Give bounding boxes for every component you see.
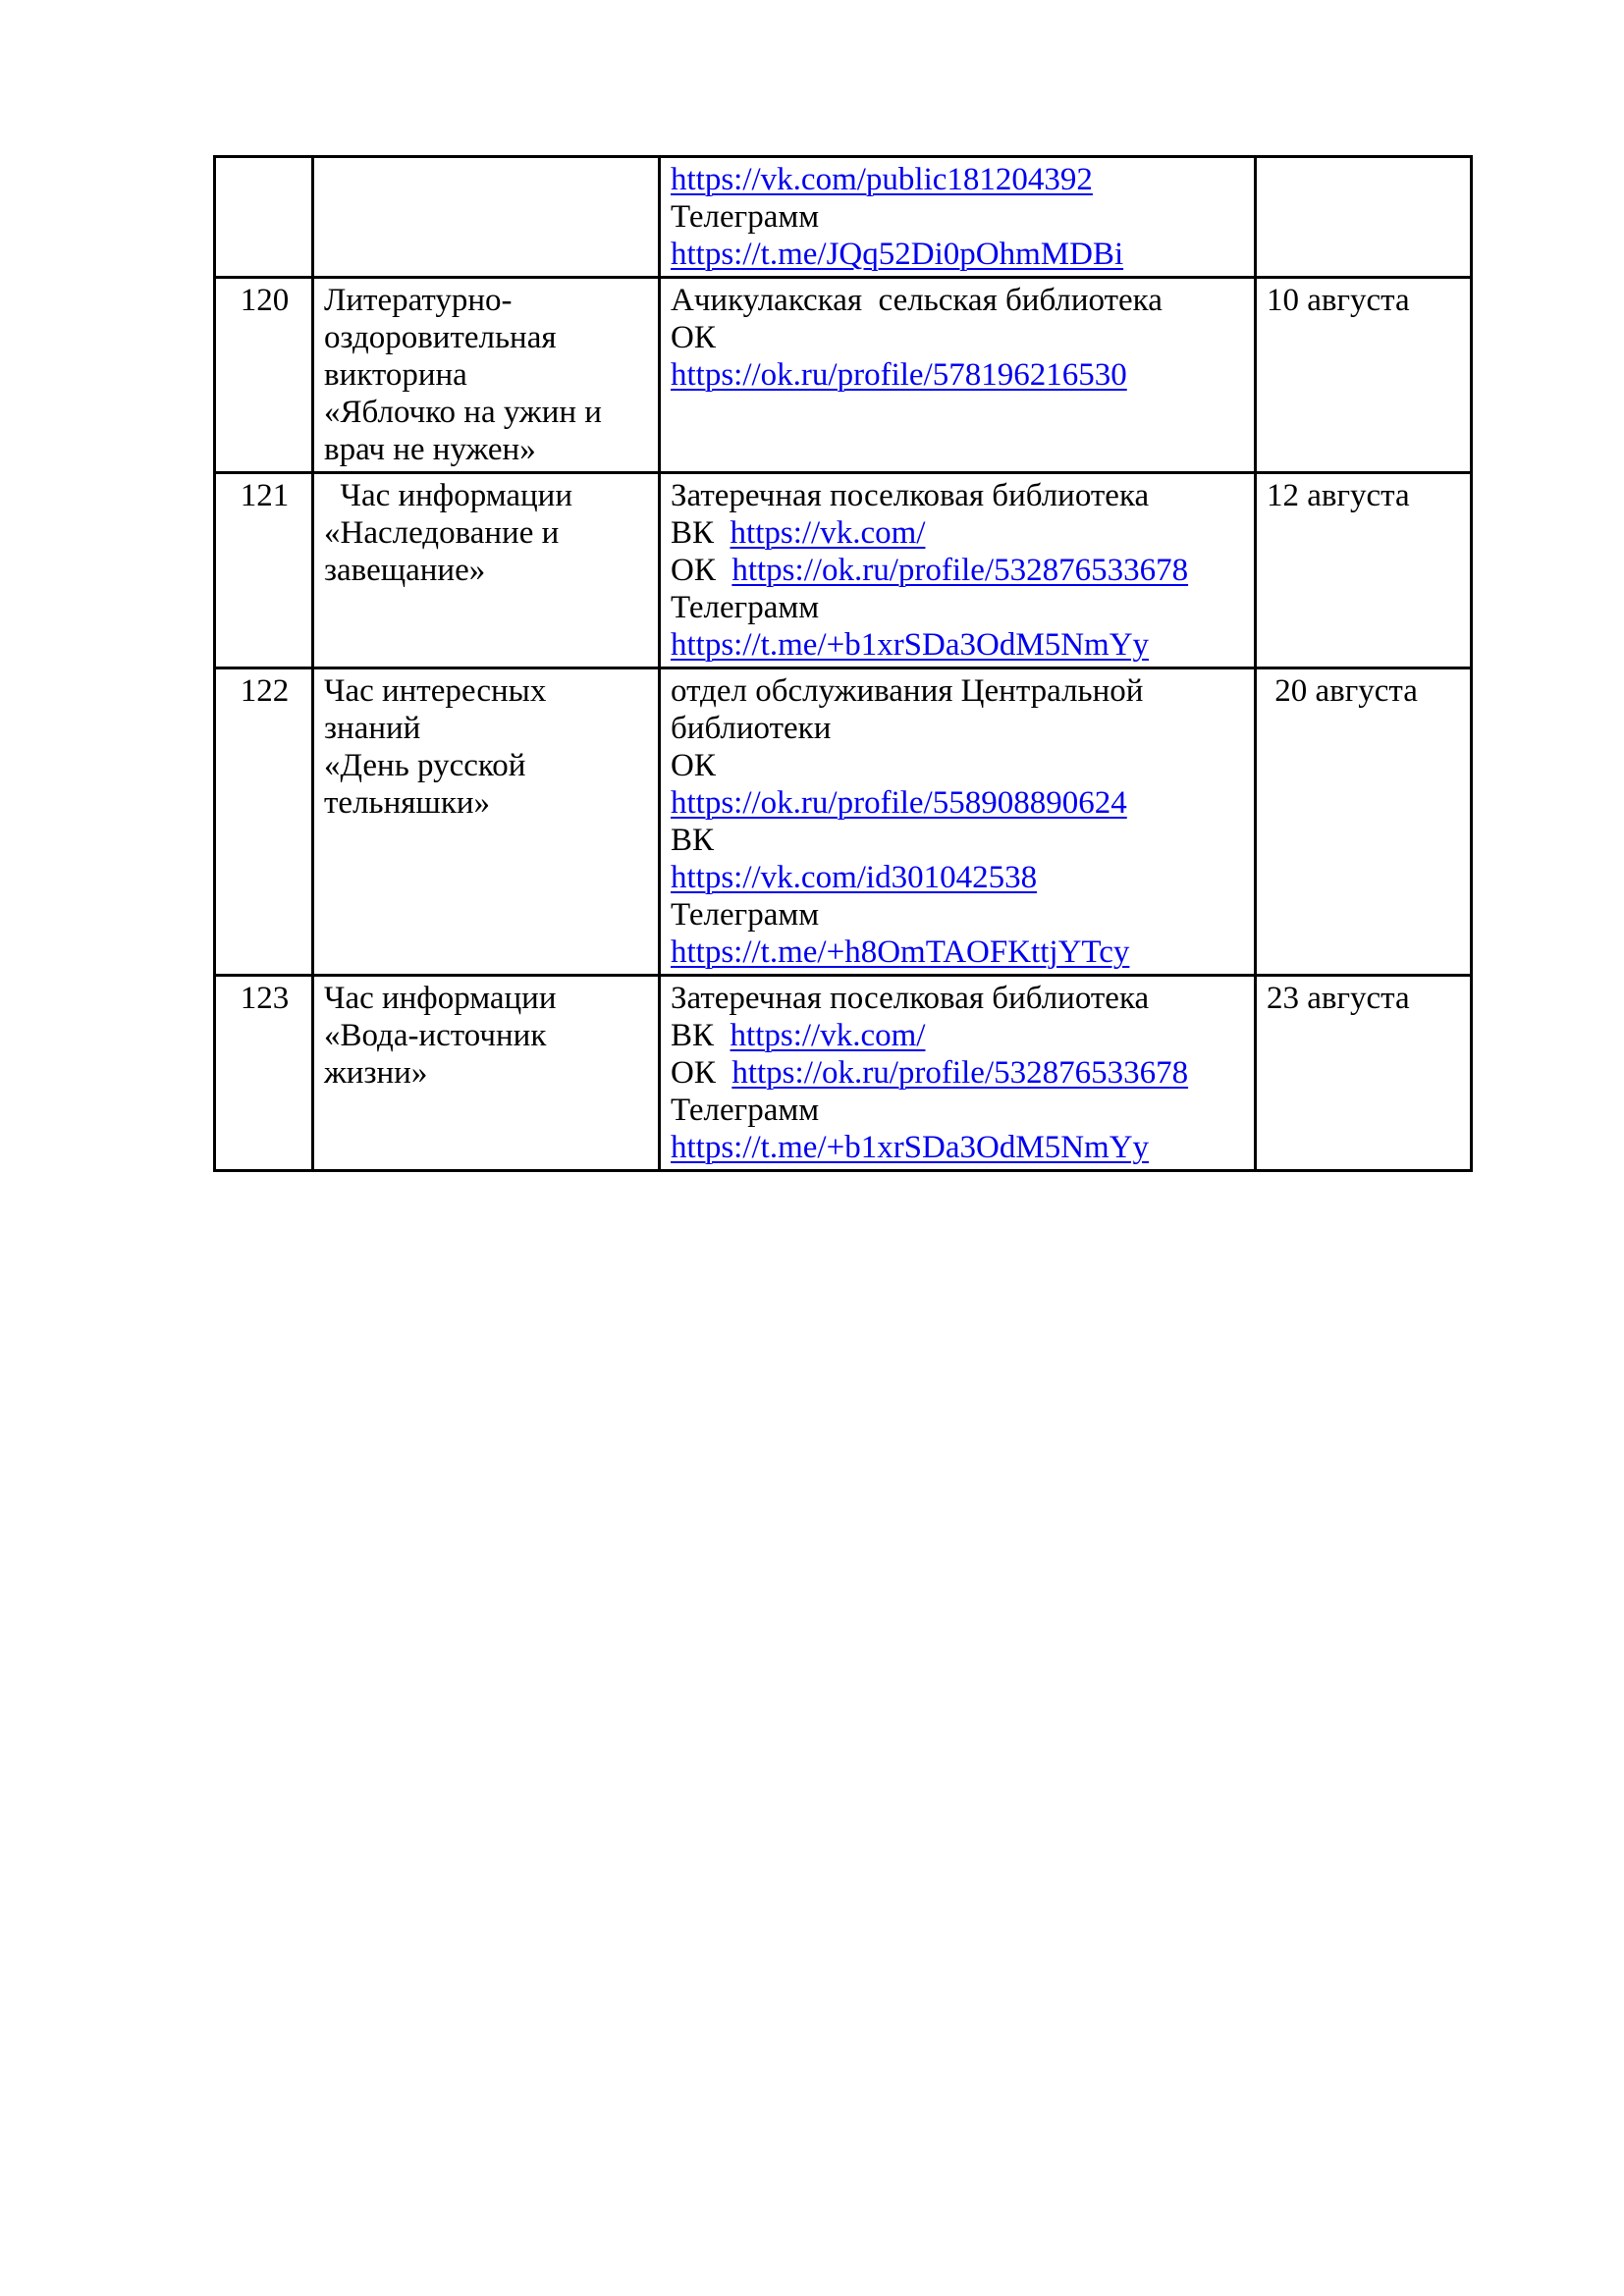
event-line: «Наследование и xyxy=(324,515,560,551)
row-number: 123 xyxy=(240,981,290,1016)
event-line: «Яблочко на ужин и xyxy=(324,395,602,430)
ok-link[interactable]: https://ok.ru/profile/532876533678 xyxy=(731,1055,1189,1091)
library-cell xyxy=(660,976,1256,1171)
library-text: ОК xyxy=(671,748,716,783)
event-line: жизни» xyxy=(324,1055,428,1091)
row-number-cell xyxy=(215,668,313,976)
vk-label: ВК xyxy=(671,1018,731,1053)
event-cell xyxy=(313,976,660,1171)
ok-link[interactable]: https://ok.ru/profile/558908890624 xyxy=(671,785,1127,821)
link-line xyxy=(671,1054,1246,1092)
library-text: ОК xyxy=(671,320,716,355)
table-row xyxy=(215,668,1472,976)
ok-label: ОК xyxy=(671,1055,732,1091)
library-name: отдел обслуживания Центральной xyxy=(671,673,1144,709)
link-line xyxy=(671,356,1246,394)
event-cell xyxy=(313,668,660,976)
vk-link[interactable]: https://vk.com/id301042538 xyxy=(671,860,1038,895)
date-cell xyxy=(1256,157,1472,278)
date: 12 августа xyxy=(1267,478,1410,513)
event-line: «Вода-источник xyxy=(324,1018,547,1053)
date-cell xyxy=(1256,473,1472,668)
link-line xyxy=(671,784,1246,822)
library-text: Телеграмм xyxy=(671,1093,820,1128)
event-line: Час информации xyxy=(324,981,557,1016)
link-line xyxy=(671,236,1246,273)
table-row xyxy=(215,976,1472,1171)
row-number-cell xyxy=(215,278,313,473)
date-cell xyxy=(1256,976,1472,1171)
row-number-cell xyxy=(215,157,313,278)
event-line: знаний xyxy=(324,711,421,746)
date: 10 августа xyxy=(1267,283,1410,318)
library-name: библиотеки xyxy=(671,711,832,746)
row-number: 122 xyxy=(240,673,290,709)
link-line xyxy=(671,514,1246,552)
date-cell xyxy=(1256,278,1472,473)
library-text: ВК xyxy=(671,823,715,858)
library-cell xyxy=(660,157,1256,278)
vk-link[interactable]: https://vk.com/public181204392 xyxy=(671,162,1093,197)
library-name: Ачикулакская сельская библиотека xyxy=(671,283,1163,318)
telegram-link[interactable]: https://t.me/+b1xrSDa3OdM5NmYy xyxy=(671,627,1150,663)
library-name: Затеречная поселковая библиотека xyxy=(671,478,1150,513)
event-line: Час информации xyxy=(324,478,572,513)
telegram-link[interactable]: https://t.me/JQq52Di0pOhmMDBi xyxy=(671,237,1124,272)
event-line: Литературно- xyxy=(324,283,513,318)
library-cell xyxy=(660,278,1256,473)
table-row xyxy=(215,157,1472,278)
event-line: тельняшки» xyxy=(324,785,491,821)
vk-label: ВК xyxy=(671,515,731,551)
row-number-cell xyxy=(215,976,313,1171)
library-name: Затеречная поселковая библиотека xyxy=(671,981,1150,1016)
row-number-cell xyxy=(215,473,313,668)
link-line xyxy=(671,859,1246,896)
vk-link[interactable]: https://vk.com/ xyxy=(730,515,926,551)
table-row xyxy=(215,278,1472,473)
row-number: 120 xyxy=(240,283,290,318)
library-text: Телеграмм xyxy=(671,590,820,625)
date: 23 августа xyxy=(1267,981,1410,1016)
event-cell xyxy=(313,157,660,278)
event-line: оздоровительная xyxy=(324,320,557,355)
table-row xyxy=(215,473,1472,668)
link-line xyxy=(671,161,1246,198)
date: 20 августа xyxy=(1267,673,1418,709)
library-text: Телеграмм xyxy=(671,897,820,933)
date-cell xyxy=(1256,668,1472,976)
event-line: врач не нужен» xyxy=(324,432,536,467)
library-cell xyxy=(660,668,1256,976)
event-cell xyxy=(313,278,660,473)
event-line: завещание» xyxy=(324,553,486,588)
link-line xyxy=(671,552,1246,589)
library-text: Телеграмм xyxy=(671,199,820,235)
ok-link[interactable]: https://ok.ru/profile/578196216530 xyxy=(671,357,1127,393)
event-line: Час интересных xyxy=(324,673,547,709)
event-line: «День русской xyxy=(324,748,526,783)
ok-label: ОК xyxy=(671,553,732,588)
row-number: 121 xyxy=(240,478,290,513)
link-line xyxy=(671,1129,1246,1166)
ok-link[interactable]: https://ok.ru/profile/532876533678 xyxy=(731,553,1189,588)
telegram-link[interactable]: https://t.me/+b1xrSDa3OdM5NmYy xyxy=(671,1130,1150,1165)
telegram-link[interactable]: https://t.me/+h8OmTAOFKttjYTcy xyxy=(671,934,1130,970)
events-schedule-table xyxy=(213,155,1473,1172)
link-line xyxy=(671,1017,1246,1054)
event-cell xyxy=(313,473,660,668)
vk-link[interactable]: https://vk.com/ xyxy=(730,1018,926,1053)
link-line xyxy=(671,934,1246,971)
event-line: викторина xyxy=(324,357,467,393)
link-line xyxy=(671,626,1246,664)
library-cell xyxy=(660,473,1256,668)
